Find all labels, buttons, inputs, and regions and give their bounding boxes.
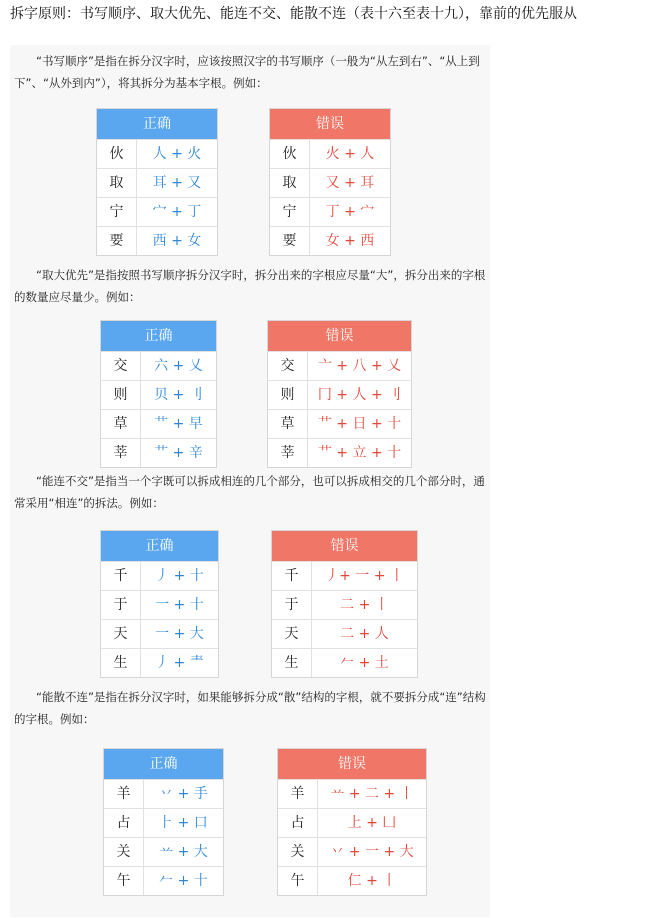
table-row — [101, 561, 218, 590]
table-row — [268, 438, 411, 467]
correct-header: 正确 — [97, 109, 217, 139]
parts-cell: 丿 + 龶 — [155, 655, 204, 671]
parts-cell: 丿 + 十 — [155, 568, 204, 584]
section-1-wrong-table — [269, 108, 391, 256]
table-row — [272, 590, 417, 619]
table-row — [101, 351, 216, 380]
char-cell: 交 — [268, 352, 308, 380]
table-row — [101, 438, 216, 467]
char-cell: 宁 — [270, 198, 310, 226]
parts-cell: 冂 + 人 + 刂 — [317, 387, 402, 403]
section-2-description: “取大优先”是指按照书写顺序拆分汉字时，拆分出来的字根应尽量“大”，拆分出来的字根的数量应尽量少。例如： — [14, 268, 486, 304]
correct-header: 正确 — [101, 531, 218, 561]
parts-cell: 一 + 大 — [155, 626, 204, 642]
table-row — [104, 808, 223, 837]
wrong-header: 错误 — [272, 531, 417, 561]
table-row — [272, 648, 417, 677]
table-row — [270, 226, 390, 255]
table-row — [270, 197, 390, 226]
correct-header: 正确 — [101, 321, 216, 351]
parts-cell: 火 + 人 — [325, 146, 375, 162]
table-row — [101, 409, 216, 438]
parts-cell: 亠 + 八 + 乂 — [317, 358, 402, 374]
parts-cell: 女 + 西 — [325, 233, 375, 249]
section-1-correct-table — [96, 108, 218, 256]
parts-cell: 艹 + 日 + 十 — [317, 416, 402, 432]
char-cell: 于 — [101, 591, 141, 619]
table-row — [104, 866, 223, 895]
parts-cell: 二 + 丨 — [340, 597, 389, 613]
table-row — [97, 197, 217, 226]
char-cell: 关 — [104, 838, 144, 866]
parts-cell: ⺊ + 口 — [159, 815, 208, 831]
parts-cell: 䒑 + 大 — [159, 844, 208, 860]
char-cell: 交 — [101, 352, 141, 380]
char-cell: 关 — [278, 838, 318, 866]
char-cell: 则 — [101, 381, 141, 409]
parts-cell: 艹 + 立 + 十 — [317, 445, 402, 461]
char-cell: 则 — [268, 381, 308, 409]
parts-cell: 仁 + 丨 — [347, 873, 397, 889]
table-row — [268, 409, 411, 438]
table-row — [104, 779, 223, 808]
table-row — [101, 590, 218, 619]
char-cell: 千 — [272, 562, 312, 590]
parts-cell: 上 + 凵 — [347, 815, 397, 831]
wrong-header: 错误 — [268, 321, 411, 351]
table-row — [101, 619, 218, 648]
char-cell: 伙 — [270, 140, 310, 168]
section-4-wrong-table — [277, 748, 427, 896]
char-cell: 天 — [101, 620, 141, 648]
char-cell: 生 — [272, 649, 312, 677]
table-row — [268, 380, 411, 409]
parts-cell: 𠂉 + 土 — [340, 655, 389, 671]
parts-cell: 宀 + 丁 — [152, 204, 202, 220]
parts-cell: 丷 + 一 + 大 — [330, 844, 414, 860]
correct-header: 正确 — [104, 749, 223, 779]
parts-cell: 贝 + 刂 — [154, 387, 203, 403]
table-row — [270, 168, 390, 197]
table-row — [278, 808, 426, 837]
char-cell: 占 — [278, 809, 318, 837]
char-cell: 宁 — [97, 198, 137, 226]
char-cell: 午 — [104, 867, 144, 895]
char-cell: 草 — [101, 410, 141, 438]
section-4-correct-table — [103, 748, 224, 896]
section-4-description: “能散不连”是指在拆分汉字时，如果能够拆分成“散”结构的字根，就不要拆分成“连”结构的字根。例如： — [14, 690, 486, 726]
parts-cell: 丿+ 一 + 丨 — [325, 568, 404, 584]
char-cell: 占 — [104, 809, 144, 837]
parts-cell: 六 + 乂 — [154, 358, 203, 374]
char-cell: 天 — [272, 620, 312, 648]
char-cell: 羊 — [278, 780, 318, 808]
char-cell: 要 — [270, 227, 310, 255]
parts-cell: 䒑 + 二 + 丨 — [330, 786, 414, 802]
parts-cell: 丁 + 宀 — [325, 204, 375, 220]
char-cell: 取 — [97, 169, 137, 197]
table-row — [97, 168, 217, 197]
parts-cell: 丷 + 手 — [159, 786, 208, 802]
section-3-wrong-table — [271, 530, 418, 678]
table-row — [268, 351, 411, 380]
char-cell: 取 — [270, 169, 310, 197]
parts-cell: 𠂉 + 十 — [159, 873, 208, 889]
char-cell: 于 — [272, 591, 312, 619]
parts-cell: 艹 + 早 — [154, 416, 203, 432]
char-cell: 莘 — [101, 439, 141, 467]
section-2-wrong-table — [267, 320, 412, 468]
section-2-correct-table — [100, 320, 217, 468]
parts-cell: 人 + 火 — [152, 146, 202, 162]
char-cell: 千 — [101, 562, 141, 590]
table-row — [101, 380, 216, 409]
char-cell: 要 — [97, 227, 137, 255]
parts-cell: 艹 + 辛 — [154, 445, 203, 461]
page-heading: 拆字原则：书写顺序、取大优先、能连不交、能散不连（表十六至表十九），靠前的优先服从 — [10, 6, 577, 22]
table-row — [278, 779, 426, 808]
table-row — [272, 619, 417, 648]
char-cell: 午 — [278, 867, 318, 895]
table-row — [101, 648, 218, 677]
table-row — [97, 139, 217, 168]
char-cell: 草 — [268, 410, 308, 438]
section-3-description: “能连不交”是指当一个字既可以拆成相连的几个部分，也可以拆成相交的几个部分时，通常采用“相连”的拆法。例如： — [14, 474, 485, 510]
table-row — [272, 561, 417, 590]
char-cell: 羊 — [104, 780, 144, 808]
table-row — [278, 866, 426, 895]
section-3-correct-table — [100, 530, 219, 678]
wrong-header: 错误 — [270, 109, 390, 139]
char-cell: 伙 — [97, 140, 137, 168]
table-row — [270, 139, 390, 168]
char-cell: 莘 — [268, 439, 308, 467]
parts-cell: 又 + 耳 — [325, 175, 375, 191]
table-row — [104, 837, 223, 866]
wrong-header: 错误 — [278, 749, 426, 779]
table-row — [278, 837, 426, 866]
char-cell: 生 — [101, 649, 141, 677]
table-row — [97, 226, 217, 255]
parts-cell: 耳 + 又 — [152, 175, 202, 191]
parts-cell: 一 + 十 — [155, 597, 204, 613]
parts-cell: 二 + 人 — [340, 626, 389, 642]
section-1-description: “书写顺序”是指在拆分汉字时，应该按照汉字的书写顺序（一般为“从左到右”、“从上到下”、“从外到内”），将其拆分为基本字根。例如： — [14, 54, 480, 90]
parts-cell: 西 + 女 — [152, 233, 202, 249]
